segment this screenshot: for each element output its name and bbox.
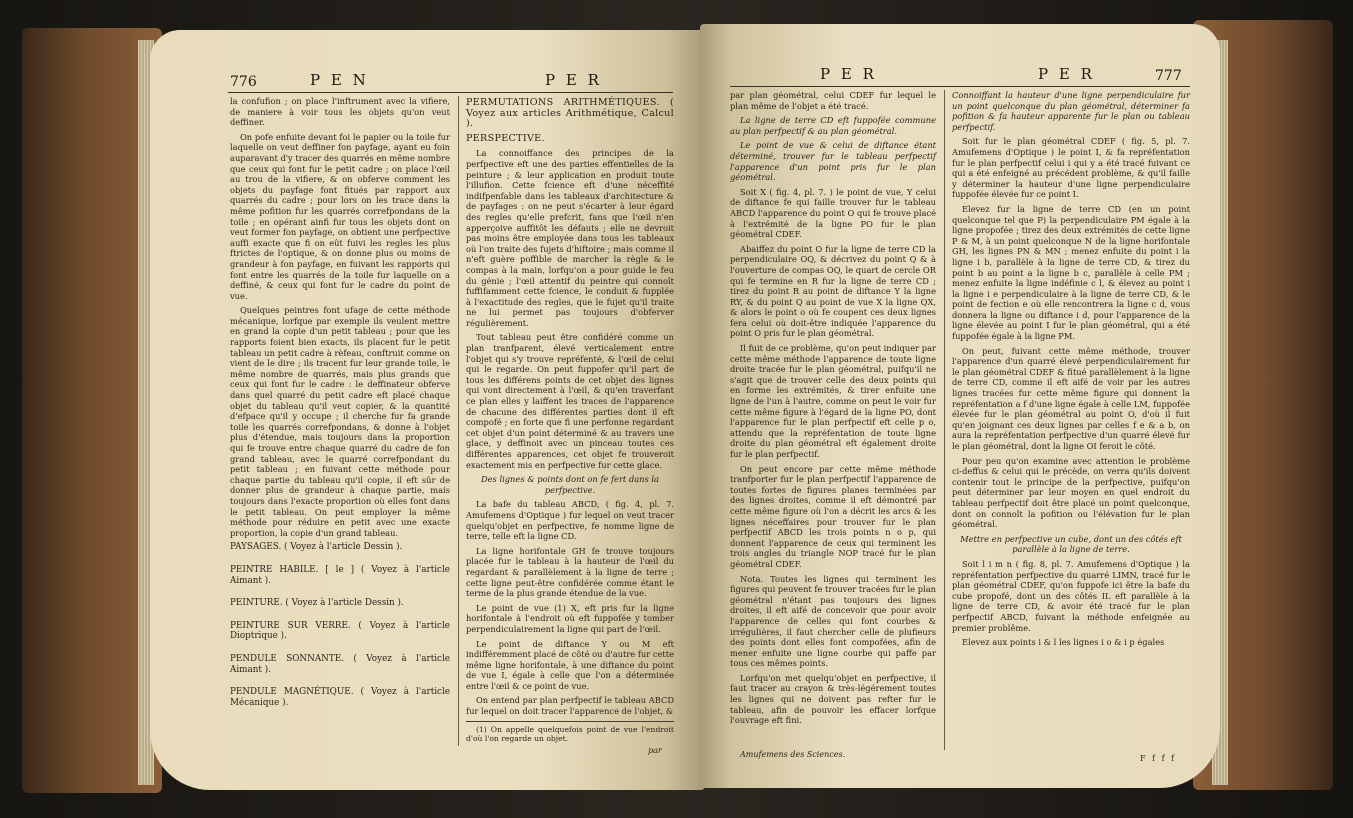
page-number: 776 — [230, 74, 257, 90]
paragraph: La connoiffance des principes de la perfpective eft une des parties effentielles de la peinture ; & leur application en produit toute l'illufion. Cette fcience eft d'une néceffité indifpenfable dans les tableaux d'architecture & de payfages : on ne peut s'écarter à leur égard des regles qu'elle prefcrit, fans que l'œil n'en apperçoive auffitôt les défauts ; elle ne devroit pas moins être employée dans tous les tableaux où l'on traite des fujets d'hiftoire ; mais comme il n'eft guère poffible de marcher la règle & le compas à la main, lorfqu'on a pour guide le feu du génie ; l'œil attentif du peintre qui connoît fuffifamment cette fcience, le conduit & fupplée à l'exactitude des regles, que le fujet qu'il traite ne lui permet pas toujours d'obferver régulièrement. — [466, 148, 674, 328]
problem-statement: Mettre en perfpective un cube, dont un des côtés eft parallèle à la ligne de terre. — [960, 533, 1182, 555]
running-head: P E N — [310, 71, 369, 89]
paragraph: Le point de vue (1) X, eft pris fur la ligne horifontale à l'endroit où eft fuppofée y tomber perpendiculairement la ligne qui part de l'œil. — [466, 602, 674, 634]
paragraph: Soit X ( fig. 4, pl. 7. ) le point de vue, Y celui de diftance fe qui faille trouver fur le tableau ABCD l'apparence du point O qui fe trouve placé à l'extrémité de la ligne PO fur le plan géométral CDEF. — [730, 186, 936, 240]
paragraph: Quelques peintres font ufage de cette méthode mécanique, lorfque par exemple ils veulent mettre en grand la copie d'un petit tableau ; pour que les rapports foient bien exacts, ils placent fur le petit tableau un petit cadre à rèfeau, conftruit comme on vient de le dire ; ils tracent fur leur grande toile, le même nombre de quarrés, mais plus grands que ceux qui font fur le cadre : le deffinateur obferve dans quel quarré du petit cadre eft placé chaque objet du tableau qu'il veut copier, & la quantité d'efpace qu'il y occupe ; il cherche fur fa grande toile les quarrés correfpondans, & donne à l'objet plus d'étendue, mais toujours dans la proportion qui fe trouve entre chaque quarré du cadre de fon grand tableau, avec le quarré correfpondant du petit tableau ; en fuivant cette méthode pour chaque partie du tableau qu'il copie, il eft sûr de donner plus de grandeur à chaque partie, mais toujours dans l'exacte proportion où elles font dans le petit tableau. On peut employer la même méthode pour réduire en petit avec une exacte proportion, la copie d'un grand tableau. — [230, 305, 450, 538]
catchword: par — [648, 746, 662, 755]
paragraph: la confufion ; on place l'inftrument avec la vifiere, de maniere à voir tous les objets qu'on veut deffiner. — [230, 96, 450, 128]
problem-statement: Le point de vue & celui de diftance étant déterminé, trouver fur le tableau perfpectif l'apparence d'un point pris fur le plan géométral. — [730, 140, 936, 183]
running-head: P E R — [820, 65, 877, 83]
cross-reference: PEINTURE SUR VERRE. ( Voyez à l'article Dioptrique ). — [230, 620, 450, 642]
paragraph: Pour peu qu'on examine avec attention le problème ci-deffus & celui qui le précède, on verra qu'ils doivent contenir tout le principe de la perfpective, puifqu'on peut déterminer par leur moyen en quel endroit du tableau perfpectif doit être placé un point quelconque, dont on connoît la pofition ou l'élévation fur le plan géométral. — [952, 455, 1190, 530]
header-rule — [228, 92, 673, 93]
paragraph: Elevez fur la ligne de terre CD (en un point quelconque tel que P) la perpendiculaire PM égale à la ligne propofée ; tirez des deux extrémités de cette ligne P & M, à un point quelconque N de la ligne horifontale GH, les lignes PN & MN ; menez enfuite du point i la ligne i b, parallèle à la ligne de terre CD, & tirez du point b au point a la ligne b c, parallèle à celle PM ; menez enfuite la ligne indéfinie c l, & élevez au point i la ligne i e perpendiculaire à la ligne de terre CD, & le point de fection e où elle rencontrera la ligne c d, vous donnera la ligne ou diftance i d, pour l'apparence de la ligne élevée au point I fur le plan géométral, qui a été fuppofée égale à la ligne PM. — [952, 203, 1190, 342]
column-rule — [458, 96, 459, 746]
paragraph: La ligne horifontale GH fe trouve toujours placée fur le tableau à la hauteur de l'œil du regardant & parallèlement à la ligne de terre ; cette ligne peut-être confidérée comme étant le terme de la plus grande étendue de la vue. — [466, 545, 674, 599]
paragraph: Abaiffez du point O fur la ligne de terre CD la perpendiculaire OQ, & décrivez du point Q & à l'ouverture de compas OQ, le quart de cercle OR qui fe termine en R fur la ligne de terre CD ; tirez du point R au point de diftance Y la ligne RY, & du point Q au point de vue X la ligne QX, & alors le point o où fe coupent ces deux lignes fera celui où doit-être indiquée l'apparence du point O pris fur le plan géométral. — [730, 243, 936, 339]
footnote: (1) On appelle quelquefois point de vue l'endroit d'où l'on regarde un objet. — [466, 721, 674, 744]
page-number: 777 — [1155, 68, 1182, 84]
running-head: P E R — [1038, 65, 1095, 83]
cross-reference: PEINTURE. ( Voyez à l'article Dessin ). — [230, 598, 404, 609]
column-rule — [944, 90, 945, 750]
text-column-1 — [230, 96, 450, 720]
paragraph: La bafe du tableau ABCD, ( fig. 4, pl. 7. Amufemens d'Optique ) fur lequel on veut tracer quelqu'objet en perfpective, fe nomme ligne de terre, telle eft la ligne CD. — [466, 499, 674, 542]
paragraph: La ligne de terre CD eft fuppofée commune au plan perfpectif & au plan géométral. — [730, 115, 936, 136]
paragraph: par plan géométral, celui CDEF fur lequel le plan même de l'objet a été tracé. — [730, 90, 936, 111]
text-column-2 — [466, 96, 674, 748]
problem-statement: Connoiffant la hauteur d'une ligne perpendiculaire fur un point quelconque du plan géométral, déterminer fa pofition & fa hauteur apparente fur le plan ou tableau perfpectif. — [952, 90, 1190, 132]
paragraph: On pofe enfuite devant foi le papier ou la toile fur laquelle on veut deffiner fon payfage, ayant eu foin auparavant d'y tracer des quarrés en même nombre que ceux qui font fur le petit cadre ; on place l'œil au trou de la vifiere, & on obferve comment les objets du payfage font fitués par rapport aux quarrés du cadre ; pour lors on les trace dans la même pofition fur les quarrés correfpondans de la toile ; en opérant ainfi fur tous les objets dont on veut former fon payfage, on obtient une perfpective auffi exacte que fi on eût fuivi les regles les plus ftrictes de l'optique, & on donne plus ou moins de grandeur à fon payfage, en fuivant les rapports qui font entre les quarrés de la toile fur laquelle on a deffiné, & ceux qui font fur le cadre du point de vue. — [230, 131, 450, 301]
text-column-2 — [952, 90, 1190, 652]
paragraph: On peut, fuivant cette même méthode, trouver l'apparence d'un quarré élevé perpendiculairement fur le plan géométral CDEF & fitué parallèlement à la ligne de terre CD, comme il eft aifé de voir par les autres lignes tracées fur cette même figure qui donnent la repréfentation a f d'une ligne égale à celle LM, fuppofée élevée fur le plan géométral au point O, d'où il fuit qu'en joignant ces deux lignes par celles f e & a b, on aura la repréfentation perfpective d'un quarré élevé fur le plan géométral, dont la ligne OI feroit le côté. — [952, 345, 1190, 451]
paragraph: Elevez aux points i & l les lignes i o & i p égales — [962, 637, 1165, 648]
text-column-1 — [730, 90, 936, 730]
subheading: Des lignes & points dont on fe fert dans la perfpective. — [480, 474, 659, 495]
running-head: P E R — [545, 71, 602, 89]
section-heading: PERMUTATIONS ARITHMÉTIQUES. ( Voyez aux articles Arithmétique, Calcul ). — [466, 97, 674, 130]
cross-reference: PEINTRE HABILE. [ le ] ( Voyez à l'article Aimant ). — [230, 564, 450, 586]
header-rule — [730, 86, 1190, 87]
catchword: Amufemens des Sciences. — [740, 750, 846, 759]
left-page — [150, 30, 705, 790]
cross-reference: PENDULE SONNANTE. ( Voyez à l'article Aimant ). — [230, 653, 450, 675]
paragraph: Tout tableau peut être confidéré comme un plan tranfparent, élevé verticalement entre l'objet qui s'y trouve repréfenté, & l'œil de celui qui le regarde. On peut fuppofer qu'il part de tous les différens points de cet objet des lignes qui vont directement à l'œil, & qu'en traverfant ce plan elles y laiffent les traces de l'apparence de chacune des différentes parties dont il eft compofé ; en forte que fi une perfonne regardant cet objet d'un point déterminé & au travers une glace, y deffinoit avec un pinceau toutes ces différentes apparences, cet objet fe trouveroit exactement mis en perfpective fur cette glace. — [466, 332, 674, 470]
paragraph: On peut encore par cette même méthode tranfporter fur le plan perfpectif l'apparence de toutes fortes de figures planes terminées par des lignes droites, comme il eft démontré par cette même figure où l'on a décrit les arcs & les lignes néceffaires pour trouver fur le plan perfpectif ABCD les trois points n o p, qui donnent l'apparence de ceux qui terminent les trois angles du triangle NOP tracé fur le plan géométral CDEF. — [730, 463, 936, 569]
cross-reference: PENDULE MAGNÉTIQUE. ( Voyez à l'article Mécanique ). — [230, 687, 450, 708]
cross-reference: PAYSAGES. ( Voyez à l'article Dessin ). — [230, 542, 403, 553]
section-heading: PERSPECTIVE. — [466, 132, 545, 144]
right-page — [700, 24, 1220, 788]
paragraph: Lorfqu'on met quelqu'objet en perfpective, il faut tracer au crayon & très-légérement toutes les lignes qui ne doivent pas refter fur le tableau, afin de pouvoir les effacer lorfque l'ouvrage eft fini. — [730, 672, 936, 726]
paragraph: Soit l i m n ( fig. 8, pl. 7. Amufemens d'Optique ) la repréfentation perfpective du quarré LIMN, tracé fur le plan géométral CDEF, qu'on fuppofe ici être la bafe du cube propofé, dont un des côtés IL eft parallèle à la ligne de terre CD, & avoir été tracé fur le plan perfpectif ABCD, fuivant la méthode enfeignée au premier problême. — [952, 558, 1190, 633]
paragraph: Le point de diftance Y ou M eft indifféremment placé de côté ou d'autre fur cette même ligne horifontale, à une diftance du point de vue I, égale à celle que l'on a déterminée entre l'œil & ce point de vue. — [466, 638, 674, 691]
signature-mark: F f f f — [1140, 754, 1177, 763]
paragraph: On entend par plan perfpectif le tableau ABCD fur lequel on doit tracer l'apparence de l'objet, & — [466, 695, 674, 717]
paragraph: Il fuit de ce problème, qu'on peut indiquer par cette même méthode l'apparence de toute ligne droite tracée fur le plan géométral, puifqu'il ne s'agit que de trouver celle des deux points qui en forme les extrémités, & tirer enfuite une ligne de l'un à l'autre, comme on peut le voir fur cette même figure à l'égard de la ligne PO, dont l'apparence fur le plan perfpectif eft celle p o, attendu que la repréfentation de toute ligne droite du plan géométral eft également droite fur le plan perfpectif. — [730, 343, 936, 459]
paragraph: Nota. Toutes les lignes qui terminent les figures qui peuvent fe trouver tracées fur le plan géométral n'étant pas toujours des lignes droites, il eft aifé de concevoir que pour avoir l'apparence de celles qui font courbes & irrégulières, il faut chercher celle de plufieurs des points dont elles font compofées, afin de mener enfuite une ligne courbe qui paffe par tous ces mêmes points. — [730, 573, 936, 669]
paragraph: Soit fur le plan géométral CDEF ( fig. 5, pl. 7. Amufemens d'Optique ) le point I, & fa repréfentation fur le plan perfpectif celui i qui y a été tracé fuivant ce qui a été enfeigné au précédent problème, & qu'il faille y déterminer la hauteur d'une ligne perpendiculaire fuppofée élevée fur ce point I. — [952, 136, 1190, 200]
